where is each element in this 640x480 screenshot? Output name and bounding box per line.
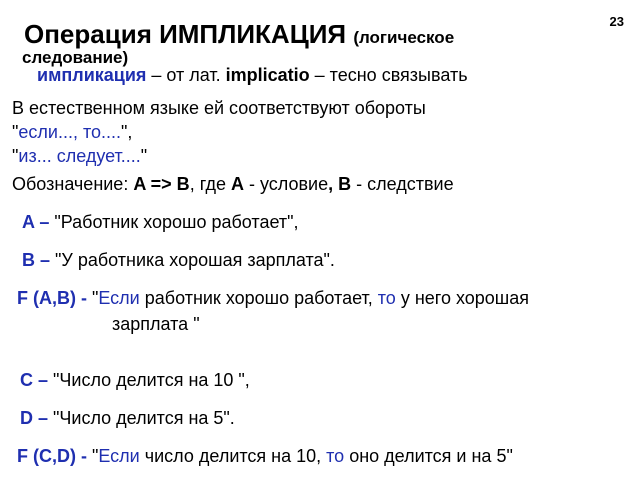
statement-a-label: A – <box>22 212 55 232</box>
title-sub: (логическое <box>353 28 455 47</box>
implication-cd-end: оно делится и на 5" <box>344 446 513 466</box>
notation-line <box>12 173 454 195</box>
title-main: Операция ИМПЛИКАЦИЯ <box>24 19 347 49</box>
title-sub-line2: следование) <box>22 48 129 67</box>
statement-d-label: D – <box>20 408 54 428</box>
implication-cd-label: F (C,D) - <box>17 446 92 466</box>
etym-text-2: – тесно связывать <box>309 65 468 85</box>
notation-a: A <box>230 174 244 194</box>
implication-ab-text: работник хорошо работает, <box>139 288 378 308</box>
statement-b-text: "У работника хорошая зарплата". <box>55 250 335 270</box>
implication-cd-text: число делится на 10, <box>139 446 327 466</box>
then-word: то <box>377 288 396 308</box>
statement-b-label: B – <box>22 250 56 270</box>
notation-label: Обозначение: <box>12 174 134 194</box>
statement-c <box>20 369 250 391</box>
follows-line <box>12 145 147 167</box>
follows-phrase: из... следует.... <box>18 146 141 166</box>
quote: " <box>140 146 148 166</box>
quote: ", <box>121 122 133 142</box>
if-then-phrase: если..., то.... <box>18 122 122 142</box>
etym-latin: implicatio <box>225 65 310 85</box>
notation-formula: A => B <box>133 174 190 194</box>
etym-text-1: – от лат. <box>146 65 226 85</box>
implication-ab-end: у него хорошая <box>395 288 529 308</box>
implication-ab-label: F (A,B) - <box>17 288 92 308</box>
if-then-line <box>12 121 132 143</box>
quote: " <box>12 146 19 166</box>
statement-b <box>22 249 335 271</box>
if-word: Если <box>98 446 140 466</box>
if-word: Если <box>98 288 140 308</box>
notation-condition: - условие <box>243 174 329 194</box>
implication-cd <box>17 445 513 467</box>
implication-ab-continued: зарплата " <box>112 314 200 334</box>
quote: " <box>91 446 99 466</box>
notation-consequence: - следствие <box>351 174 454 194</box>
then-word: то <box>326 446 345 466</box>
statement-d-text: "Число делится на 5". <box>53 408 235 428</box>
statement-c-label: C – <box>20 370 54 390</box>
notation-b: , B <box>328 174 352 194</box>
statement-d <box>20 407 235 429</box>
etymology-line <box>37 64 468 86</box>
statement-a <box>22 211 299 233</box>
etym-word: импликация <box>37 65 147 85</box>
quote: " <box>91 288 99 308</box>
implication-ab <box>17 287 529 309</box>
slide-number: 23 <box>609 14 624 29</box>
quote: " <box>12 122 19 142</box>
statement-c-text: "Число делится на 10 ", <box>53 370 250 390</box>
statement-a-text: "Работник хорошо работает", <box>54 212 299 232</box>
notation-text: , где <box>189 174 231 194</box>
natural-language-line: В естественном языке ей соответствуют обороты <box>12 98 426 118</box>
